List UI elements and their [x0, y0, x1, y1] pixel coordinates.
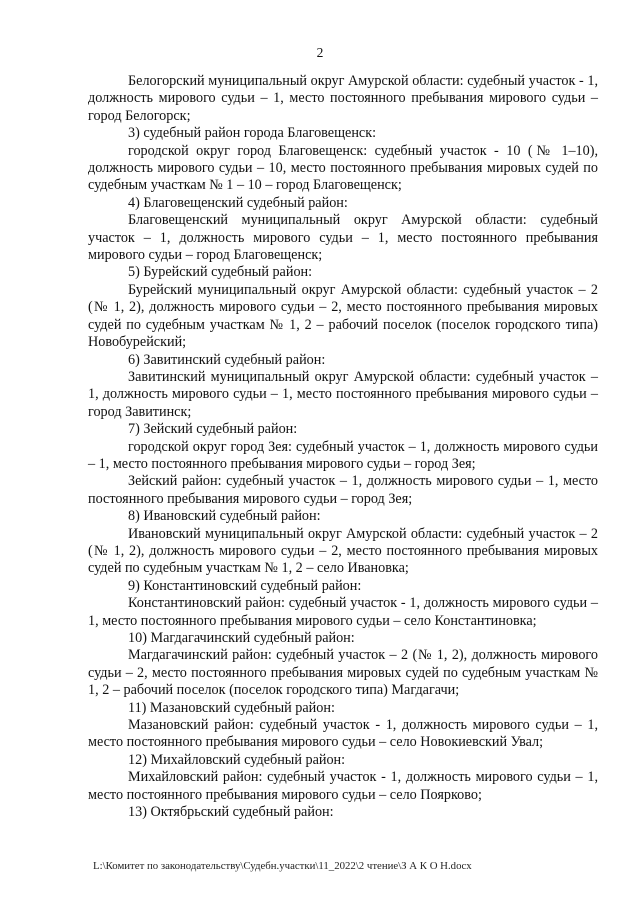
paragraph: Белогорский муниципальный округ Амурской области: судебный участок - 1, должность мирового судьи – 1, место постоянного пребывания мирового судьи – город Белогорск; [88, 73, 598, 124]
paragraph: Бурейский муниципальный округ Амурской области: судебный участок – 2 (№ 1, 2), должность мирового судьи – 2, место постоянного пребывания мировых судей по судебным участкам № 1, 2 – рабочий поселок (поселок городского типа) Новобурейский; [88, 281, 598, 351]
paragraph: городской округ город Зея: судебный участок – 1, должность мирового судьи – 1, место постоянного пребывания мирового судьи – город Зея; [88, 438, 598, 472]
paragraph: Ивановский муниципальный округ Амурской области: судебный участок – 2 (№ 1, 2), должность мирового судьи – 2, место постоянного пребывания мировых судей по судебным участкам № 1, 2 – село Ивановка; [88, 525, 598, 577]
paragraph: городской округ город Благовещенск: судебный участок - 10 (№ 1–10), должность мирового судьи – 10, место постоянного пребывания мировых судей по судебным участкам № 1 – 10 – город Благовещенск; [88, 142, 598, 194]
document-body [88, 73, 598, 821]
paragraph: 11) Мазановский судебный район: [128, 699, 335, 716]
paragraph: 10) Магдагачинский судебный район: [128, 630, 355, 646]
paragraph: 7) Зейский судебный район: [128, 421, 298, 438]
paragraph: 3) судебный район города Благовещенск: [128, 125, 377, 142]
paragraph: 9) Константиновский судебный район: [128, 577, 362, 594]
paragraph: Зейский район: судебный участок – 1, должность мирового судьи – 1, место постоянного пребывания мирового судьи – город Зея; [88, 473, 598, 507]
paragraph: Мазановский район: судебный участок - 1, должность мирового судьи – 1, место постоянного пребывания мирового судьи – село Новокиевский Увал; [88, 717, 598, 751]
file-path-footer: L:\Комитет по законодательству\Судебн.участки\11_2022\2 чтение\З А К О Н.docx [93, 860, 472, 872]
paragraph: Магдагачинский район: судебный участок – 2 (№ 1, 2), должность мирового судьи – 2, место постоянного пребывания мировых судей по судебным участкам № 1, 2 – рабочий поселок (поселок городского типа) Магдагачи; [88, 647, 598, 699]
paragraph: Благовещенский муниципальный округ Амурской области: судебный участок – 1, должность мирового судьи – 1, место постоянного пребывания мирового судьи – город Благовещенск; [88, 212, 598, 264]
page-number: 2 [316, 45, 324, 60]
paragraph: Михайловский район: судебный участок - 1, должность мирового судьи – 1, место постоянного пребывания мирового судьи – село Поярково; [88, 769, 598, 803]
paragraph: Завитинский муниципальный округ Амурской области: судебный участок – 1, должность мирового судьи – 1, место постоянного пребывания мирового судьи – город Завитинск; [88, 368, 598, 420]
paragraph: 5) Бурейский судебный район: [128, 264, 313, 281]
paragraph: 13) Октябрьский судебный район: [128, 804, 334, 821]
paragraph: 8) Ивановский судебный район: [128, 508, 321, 525]
paragraph: 6) Завитинский судебный район: [128, 351, 326, 368]
paragraph: 12) Михайловский судебный район: [128, 751, 346, 768]
paragraph: 4) Благовещенский судебный район: [128, 194, 348, 211]
paragraph: Константиновский район: судебный участок - 1, должность мирового судьи – 1, место постоянного пребывания мирового судьи – село Константиновка; [88, 595, 598, 629]
